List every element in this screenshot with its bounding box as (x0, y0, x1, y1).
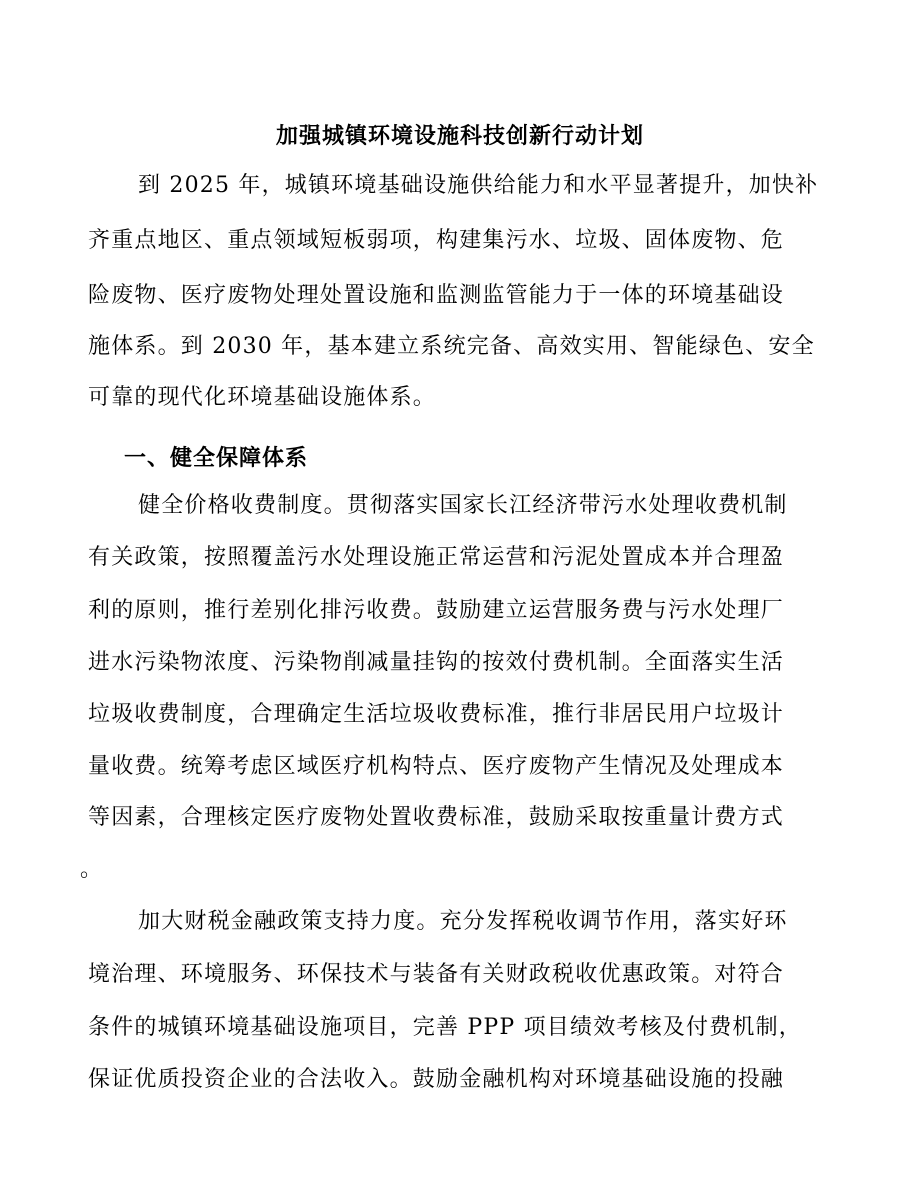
section-heading: 一、健全保障体系 (124, 445, 309, 471)
para2-line-1: 加大财税金融政策支持力度。充分发挥税收调节作用，落实好环 (138, 909, 788, 934)
para1-line-3: 利的原则，推行差别化排污收费。鼓励建立运营服务费与污水处理厂 (88, 598, 785, 623)
intro-line-5: 可靠的现代化环境基础设施体系。 (88, 385, 437, 410)
intro-line-4: 施体系。到 2030 年，基本建立系统完备、高效实用、智能绿色、安全 (88, 334, 815, 359)
document-title: 加强城镇环境设施科技创新行动计划 (275, 123, 644, 149)
para1-line-7: 等因素，合理核定医疗废物处置收费标准，鼓励采取按重量计费方式 (88, 805, 785, 830)
para2-line-4: 保证优质投资企业的合法收入。鼓励金融机构对环境基础设施的投融 (88, 1067, 785, 1092)
para1-line-2: 有关政策，按照覆盖污水处理设施正常运营和污泥处置成本并合理盈 (88, 545, 785, 570)
intro-line-3: 险废物、医疗废物处理处置设施和监测监管能力于一体的环境基础设 (88, 283, 785, 308)
para1-line-5: 垃圾收费制度，合理确定生活垃圾收费标准，推行非居民用户垃圾计 (88, 702, 785, 727)
para1-line-6: 量收费。统筹考虑区域医疗机构特点、医疗废物产生情况及处理成本 (88, 754, 785, 779)
para2-line-2: 境治理、环境服务、环保技术与装备有关财政税收优惠政策。对符合 (88, 962, 785, 987)
para1-line-4: 进水污染物浓度、污染物削减量挂钩的按效付费机制。全面落实生活 (88, 650, 785, 675)
para1-line-8: 。 (80, 857, 104, 882)
para1-line-1: 健全价格收费制度。贯彻落实国家长江经济带污水处理收费机制 (138, 493, 788, 518)
para2-line-3: 条件的城镇环境基础设施项目，完善 PPP 项目绩效考核及付费机制， (88, 1015, 802, 1040)
intro-line-1: 到 2025 年，城镇环境基础设施供给能力和水平显著提升，加快补 (138, 173, 819, 198)
intro-line-2: 齐重点地区、重点领域短板弱项，构建集污水、垃圾、固体废物、危 (88, 228, 785, 253)
